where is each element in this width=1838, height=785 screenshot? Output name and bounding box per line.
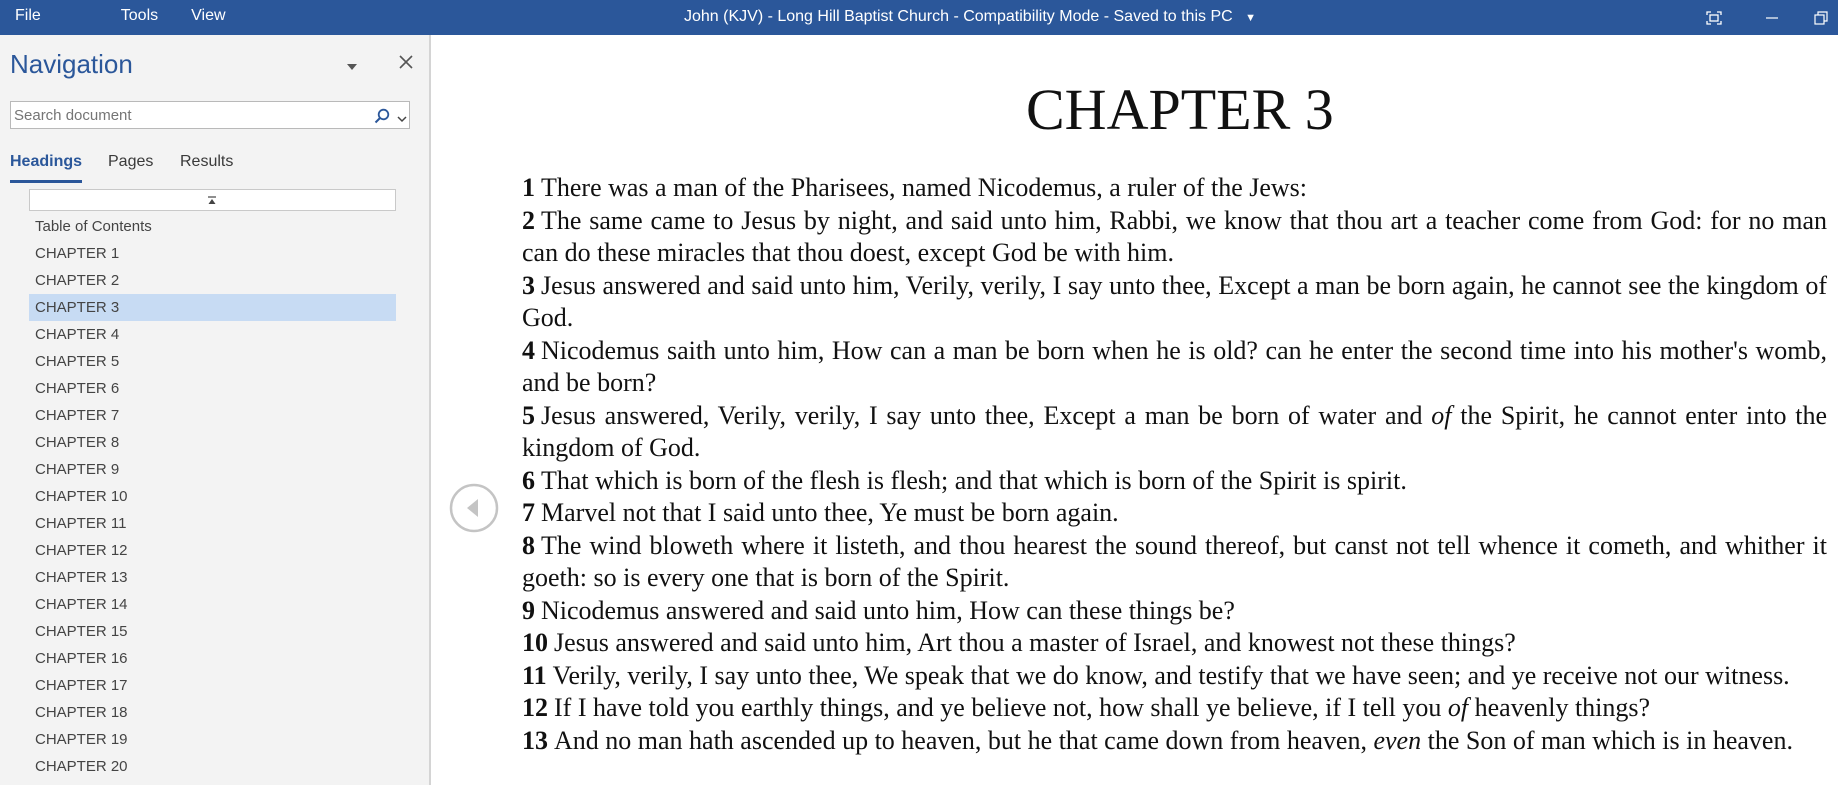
verse — [522, 530, 1827, 595]
heading-item[interactable]: CHAPTER 20 — [35, 758, 128, 775]
verse — [522, 335, 1827, 400]
focus-mode-icon — [1706, 11, 1722, 25]
verse-number: 1 — [522, 173, 535, 202]
heading-item[interactable]: CHAPTER 10 — [35, 488, 128, 505]
heading-item[interactable]: CHAPTER 17 — [35, 677, 128, 694]
heading-item[interactable]: CHAPTER 13 — [35, 569, 128, 586]
verse-text-segment: Marvel not that I said unto thee, Ye must be born again. — [541, 498, 1119, 527]
verse-text — [522, 172, 1827, 757]
heading-item[interactable]: CHAPTER 5 — [35, 353, 120, 370]
verse-number: 10 — [522, 628, 548, 657]
verse-italic-text: of — [1447, 693, 1469, 722]
chevron-down-icon — [345, 62, 359, 72]
verse-text-segment: That which is born of the flesh is flesh; and that which is born of the Spirit is spirit. — [541, 465, 1407, 495]
minimize-icon — [1765, 11, 1779, 25]
verse-number: 8 — [522, 530, 535, 560]
nav-options-button[interactable] — [345, 59, 359, 69]
previous-page-button[interactable] — [449, 483, 499, 533]
search-box — [10, 101, 410, 129]
verse-text-segment: the Son of man which is in heaven. — [1421, 725, 1793, 755]
headings-list — [29, 213, 396, 780]
verse — [522, 400, 1827, 465]
verse-number: 9 — [522, 595, 535, 625]
heading-item[interactable]: CHAPTER 19 — [35, 731, 128, 748]
verse-number: 6 — [522, 465, 535, 495]
arrow-left-circle-icon — [449, 483, 499, 533]
menu-view[interactable]: View — [191, 7, 226, 24]
verse-number: 11 — [522, 660, 547, 690]
navigation-pane — [0, 35, 431, 785]
tab-results[interactable]: Results — [180, 153, 234, 170]
verse — [522, 172, 1827, 205]
verse-text-segment: If I have told you earthly things, and ye believe not, how shall ye believe, if I tell you — [554, 693, 1448, 722]
verse-number: 7 — [522, 498, 535, 527]
verse-text-segment: heavenly things? — [1468, 693, 1651, 722]
tab-pages[interactable]: Pages — [108, 153, 154, 170]
verse-text-segment: Nicodemus saith unto him, How can a man be born when he is old? can he enter the second time into his mother's womb, and be born? — [522, 335, 1827, 397]
verse-number: 5 — [522, 400, 535, 430]
heading-item[interactable]: CHAPTER 7 — [35, 407, 120, 424]
verse — [522, 660, 1827, 693]
navigation-title: Navigation — [10, 49, 133, 79]
heading-item[interactable]: CHAPTER 9 — [35, 461, 120, 478]
heading-item[interactable]: CHAPTER 4 — [35, 326, 120, 343]
title-bar — [0, 0, 1838, 35]
heading-item[interactable]: Table of Contents — [35, 218, 152, 235]
verse-number: 2 — [522, 205, 535, 235]
heading-item[interactable]: CHAPTER 11 — [35, 515, 127, 532]
heading-item[interactable]: CHAPTER 3 — [29, 294, 396, 321]
verse-text-segment: The wind bloweth where it listeth, and thou hearest the sound thereof, but canst not tell whence it cometh, and whither it goeth: so is every one that is born of the Spirit. — [522, 530, 1827, 592]
verse-number: 4 — [522, 335, 535, 365]
chapter-title: CHAPTER 3 — [1026, 77, 1334, 142]
document-title: John (KJV) - Long Hill Baptist Church - Compatibility Mode - Saved to this PC — [684, 8, 1233, 25]
heading-item[interactable]: CHAPTER 1 — [35, 245, 120, 262]
verse — [522, 725, 1827, 758]
focus-mode-button[interactable] — [1691, 0, 1737, 35]
verse — [522, 465, 1827, 498]
verse-text-segment: Jesus answered and said unto him, Art thou a master of Israel, and knowest not these things? — [554, 628, 1516, 657]
heading-item[interactable]: CHAPTER 15 — [35, 623, 128, 640]
heading-item[interactable]: CHAPTER 2 — [35, 272, 120, 289]
collapse-up-icon — [207, 196, 217, 205]
verse-text-segment: Jesus answered and said unto him, Verily, verily, I say unto thee, Except a man be born again, he cannot see the kingdom of God. — [522, 270, 1827, 332]
restore-icon — [1814, 11, 1828, 25]
verse-text-segment: Verily, verily, I say unto thee, We speak that we do know, and testify that we have seen; and ye receive not our witness. — [552, 660, 1790, 690]
menu-bar — [0, 0, 240, 35]
verse-text-segment: the Spirit, he cannot enter into the kingdom of God. — [522, 400, 1827, 462]
verse-number: 12 — [522, 693, 548, 722]
heading-item[interactable]: CHAPTER 8 — [35, 434, 120, 451]
verse — [522, 205, 1827, 270]
search-options-button[interactable] — [396, 111, 408, 121]
heading-item[interactable]: CHAPTER 18 — [35, 704, 128, 721]
search-input[interactable] — [12, 103, 366, 127]
heading-item[interactable]: CHAPTER 16 — [35, 650, 128, 667]
verse-number: 3 — [522, 270, 535, 300]
verse — [522, 692, 1827, 725]
chevron-down-icon — [396, 114, 408, 124]
tab-headings[interactable]: Headings — [10, 153, 82, 183]
restore-button[interactable] — [1803, 0, 1838, 35]
verse-text-segment: Jesus answered, Verily, verily, I say unto thee, Except a man be born of water and — [541, 400, 1432, 430]
verse — [522, 497, 1827, 530]
heading-item[interactable]: CHAPTER 12 — [35, 542, 128, 559]
heading-item[interactable]: CHAPTER 14 — [35, 596, 128, 613]
verse-number: 13 — [522, 725, 548, 755]
close-icon — [398, 54, 414, 70]
heading-item[interactable]: CHAPTER 6 — [35, 380, 120, 397]
verse — [522, 627, 1827, 660]
document-title-button[interactable] — [684, 0, 1256, 35]
collapse-headings-button[interactable] — [29, 189, 396, 211]
search-icon — [373, 107, 391, 125]
verse-text-segment: Nicodemus answered and said unto him, How can these things be? — [541, 595, 1235, 625]
verse-italic-text: even — [1373, 725, 1422, 755]
chevron-down-icon: ▼ — [1245, 12, 1257, 24]
verse — [522, 270, 1827, 335]
search-button[interactable] — [373, 107, 391, 125]
verse-text-segment: There was a man of the Pharisees, named Nicodemus, a ruler of the Jews: — [541, 173, 1308, 202]
verse-text-segment: The same came to Jesus by night, and said unto him, Rabbi, we know that thou art a teacher come from God: for no man can do these miracles that thou doest, except God be with him. — [522, 205, 1827, 267]
verse — [522, 595, 1827, 628]
verse-text-segment: And no man hath ascended up to heaven, but he that came down from heaven, — [554, 725, 1374, 755]
verse-italic-text: of — [1431, 400, 1452, 430]
minimize-button[interactable] — [1749, 0, 1795, 35]
menu-tools[interactable]: Tools — [120, 7, 159, 24]
menu-file[interactable]: File — [15, 7, 41, 24]
nav-close-button[interactable] — [398, 54, 414, 70]
